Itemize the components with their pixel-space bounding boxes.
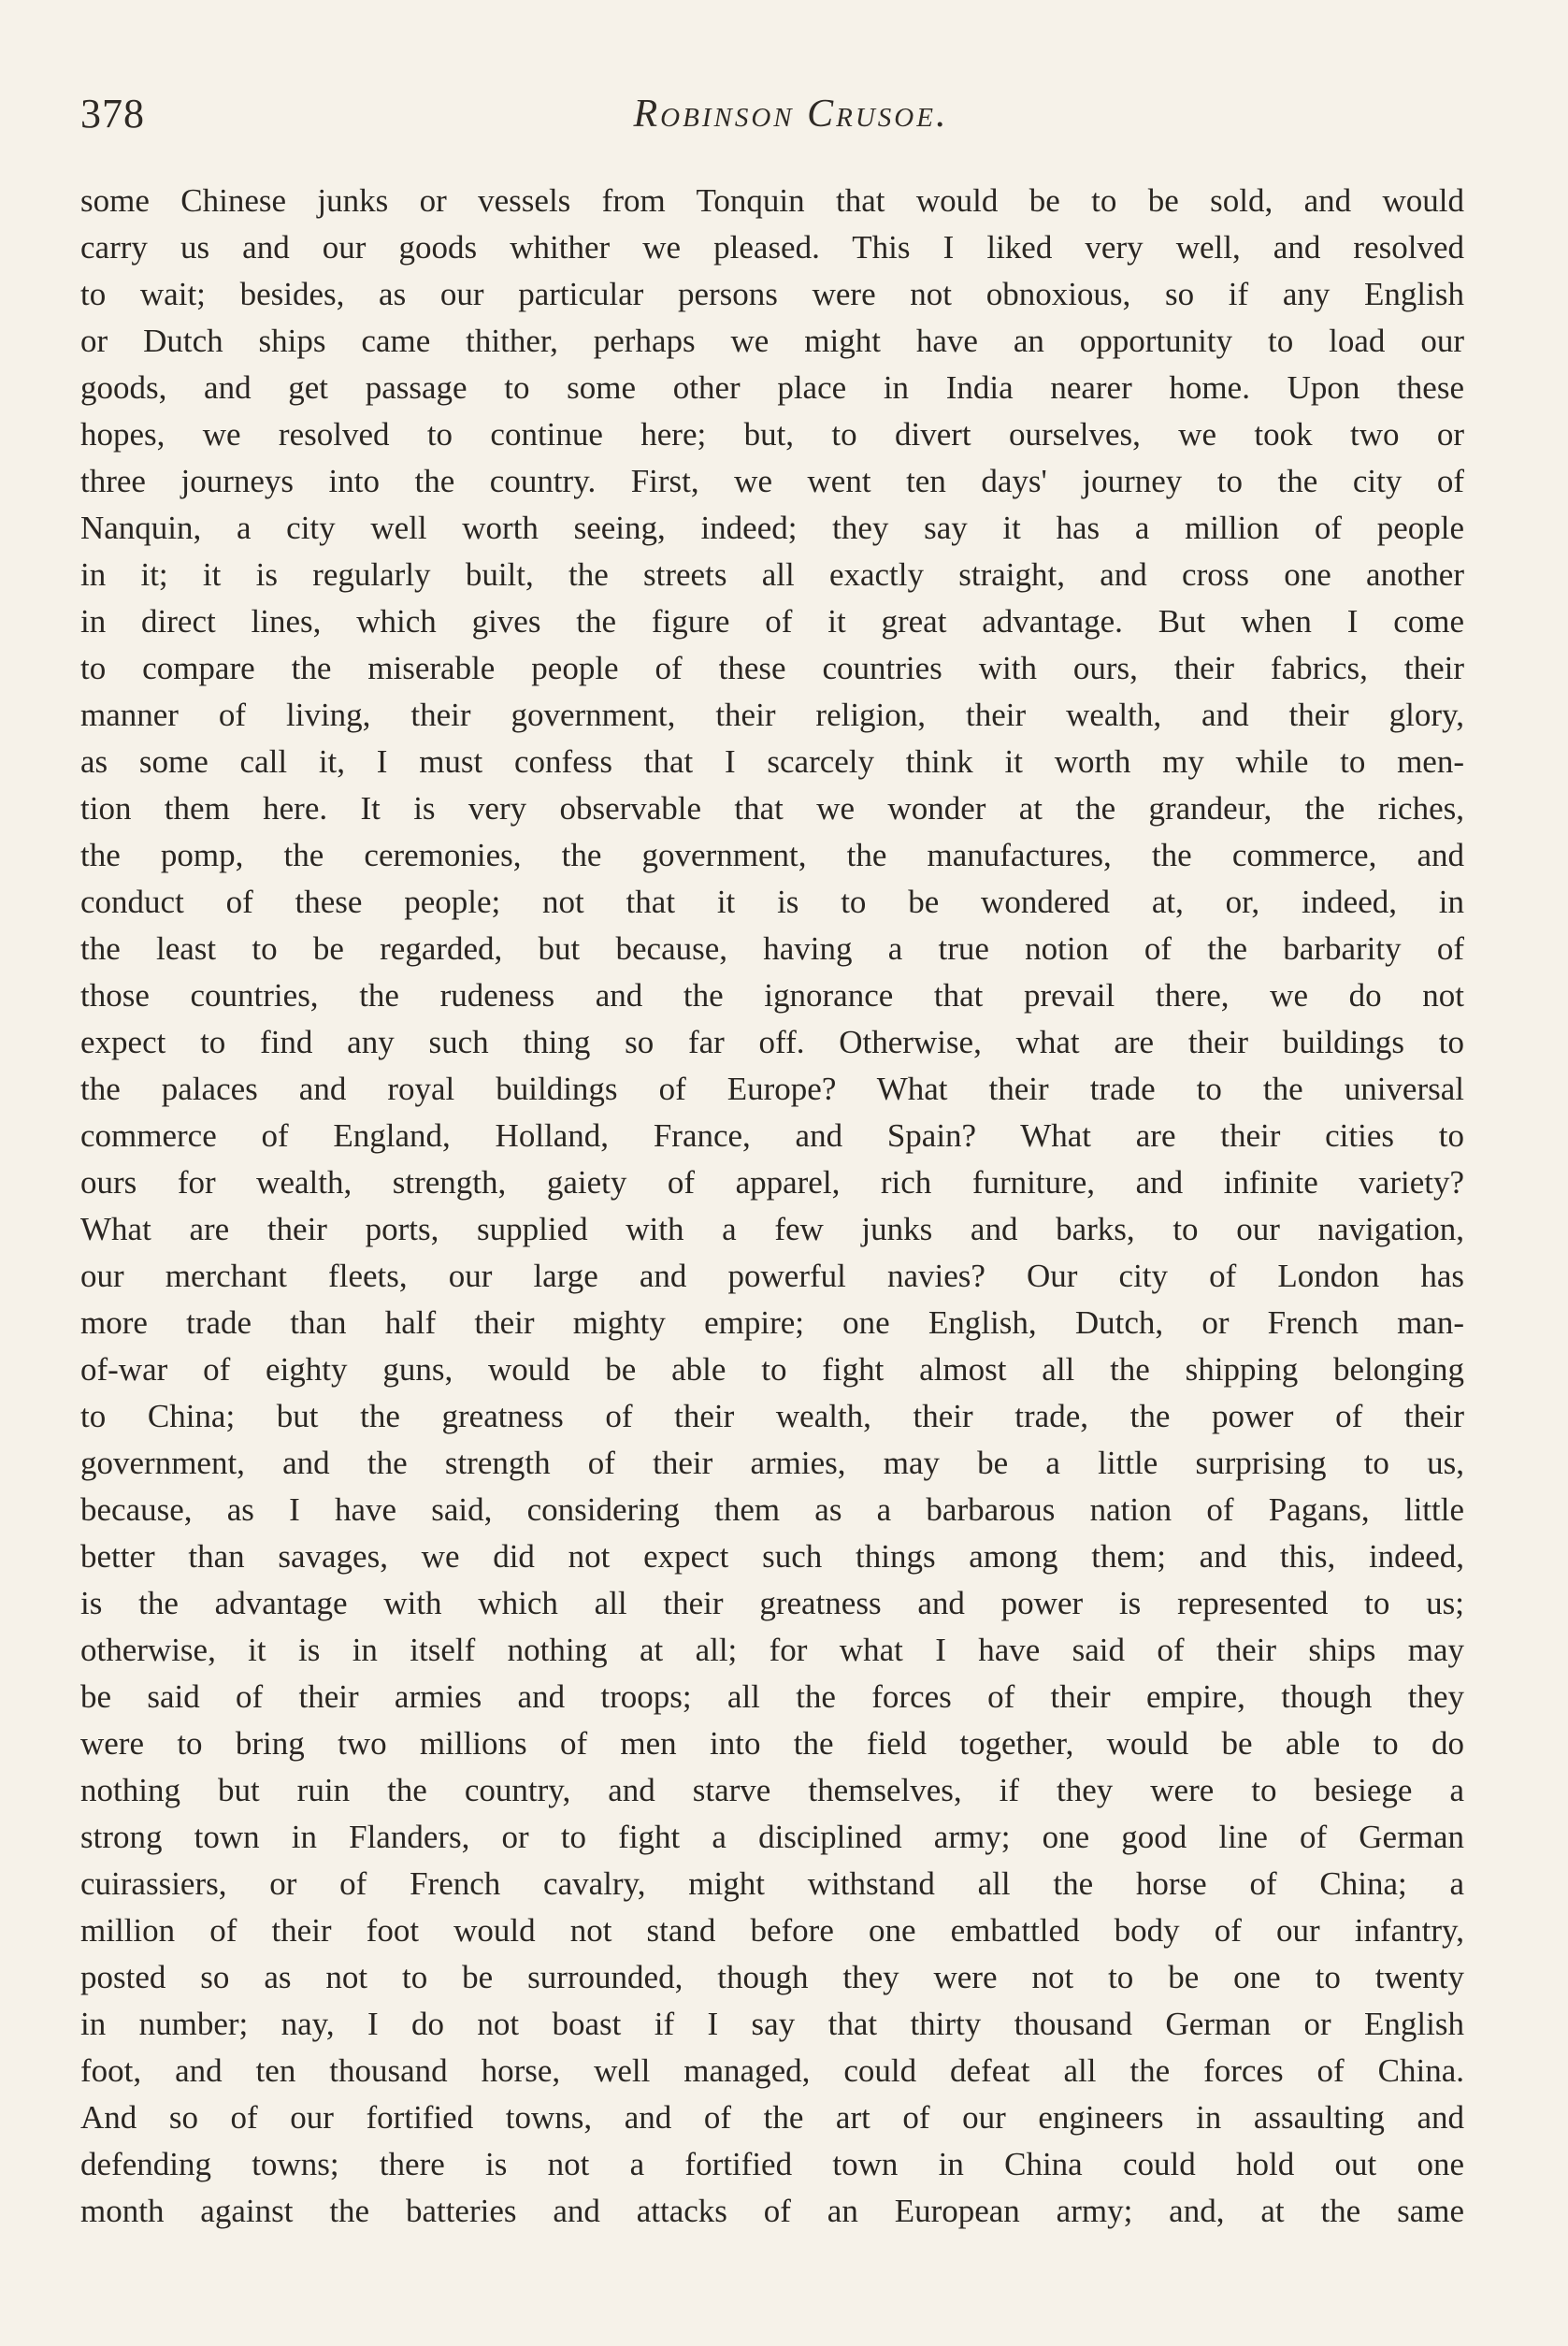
text-line: month against the batteries and attacks of an European army; and, at the same [80, 2193, 1464, 2229]
text-line: be said of their armies and troops; all the forces of their empire, though they [80, 1678, 1464, 1715]
text-line: or Dutch ships came thither, perhaps we might have an opportunity to load our [80, 323, 1464, 359]
text-line: to wait; besides, as our particular persons were not obnoxious, so if any English [80, 276, 1464, 312]
body-text [80, 178, 1464, 2235]
text-line: What are their ports, supplied with a few junks and barks, to our navigation, [80, 1211, 1464, 1247]
text-line: the least to be regarded, but because, having a true notion of the barbarity of [80, 930, 1464, 967]
text-line: million of their foot would not stand before one embattled body of our infantry, [80, 1912, 1464, 1949]
text-line: our merchant fleets, our large and powerful navies? Our city of London has [80, 1258, 1464, 1294]
text-line: more trade than half their mighty empire; one English, Dutch, or French man- [80, 1304, 1464, 1341]
text-line: to compare the miserable people of these countries with ours, their fabrics, their [80, 650, 1464, 686]
text-line: Nanquin, a city well worth seeing, indeed; they say it has a million of people [80, 510, 1464, 546]
text-line: goods, and get passage to some other place in India nearer home. Upon these [80, 369, 1464, 406]
text-line: foot, and ten thousand horse, well managed, could defeat all the forces of China. [80, 2052, 1464, 2089]
text-line: in number; nay, I do not boast if I say that thirty thousand German or English [80, 2006, 1464, 2042]
text-line: expect to find any such thing so far off. Otherwise, what are their buildings to [80, 1024, 1464, 1060]
text-line: strong town in Flanders, or to fight a disciplined army; one good line of German [80, 1819, 1464, 1855]
text-line: conduct of these people; not that it is to be wondered at, or, indeed, in [80, 884, 1464, 920]
text-line: hopes, we resolved to continue here; but, to divert ourselves, we took two or [80, 416, 1464, 453]
text-line: the pomp, the ceremonies, the government, the manufactures, the commerce, and [80, 837, 1464, 873]
text-line: commerce of England, Holland, France, and Spain? What are their cities to [80, 1117, 1464, 1154]
page-number: 378 [80, 91, 145, 137]
text-line: of-war of eighty guns, would be able to fight almost all the shipping belonging [80, 1351, 1464, 1388]
text-line: is the advantage with which all their greatness and power is represented to us; [80, 1585, 1464, 1621]
text-line: because, as I have said, considering them as a barbarous nation of Pagans, little [80, 1491, 1464, 1528]
text-line: otherwise, it is in itself nothing at all; for what I have said of their ships may [80, 1632, 1464, 1668]
text-line: nothing but ruin the country, and starve themselves, if they were to besiege a [80, 1772, 1464, 1808]
text-line: posted so as not to be surrounded, though they were not to be one to twenty [80, 1959, 1464, 1995]
page-header [80, 86, 1464, 142]
running-title: Robinson Crusoe. [633, 93, 949, 136]
text-line: manner of living, their government, their religion, their wealth, and their glory, [80, 697, 1464, 733]
text-line: the palaces and royal buildings of Europe? What their trade to the universal [80, 1071, 1464, 1107]
text-line: as some call it, I must confess that I scarcely think it worth my while to men- [80, 743, 1464, 780]
text-line: those countries, the rudeness and the ignorance that prevail there, we do not [80, 977, 1464, 1014]
text-line: were to bring two millions of men into the field together, would be able to do [80, 1725, 1464, 1762]
text-line: cuirassiers, or of French cavalry, might withstand all the horse of China; a [80, 1865, 1464, 1902]
text-line: to China; but the greatness of their wealth, their trade, the power of their [80, 1398, 1464, 1434]
text-line: some Chinese junks or vessels from Tonquin that would be to be sold, and would [80, 182, 1464, 219]
text-line: three journeys into the country. First, we went ten days' journey to the city of [80, 463, 1464, 499]
text-line: in it; it is regularly built, the streets all exactly straight, and cross one another [80, 556, 1464, 593]
text-line: tion them here. It is very observable that we wonder at the grandeur, the riches, [80, 790, 1464, 827]
text-line: in direct lines, which gives the figure of it great advantage. But when I come [80, 603, 1464, 640]
text-line: better than savages, we did not expect such things among them; and this, indeed, [80, 1538, 1464, 1575]
text-line: carry us and our goods whither we pleased. This I liked very well, and resolved [80, 229, 1464, 266]
text-line: defending towns; there is not a fortified town in China could hold out one [80, 2146, 1464, 2182]
text-line: ours for wealth, strength, gaiety of apparel, rich furniture, and infinite variety? [80, 1164, 1464, 1201]
text-line: And so of our fortified towns, and of the art of our engineers in assaulting and [80, 2099, 1464, 2136]
text-line: government, and the strength of their armies, may be a little surprising to us, [80, 1445, 1464, 1481]
